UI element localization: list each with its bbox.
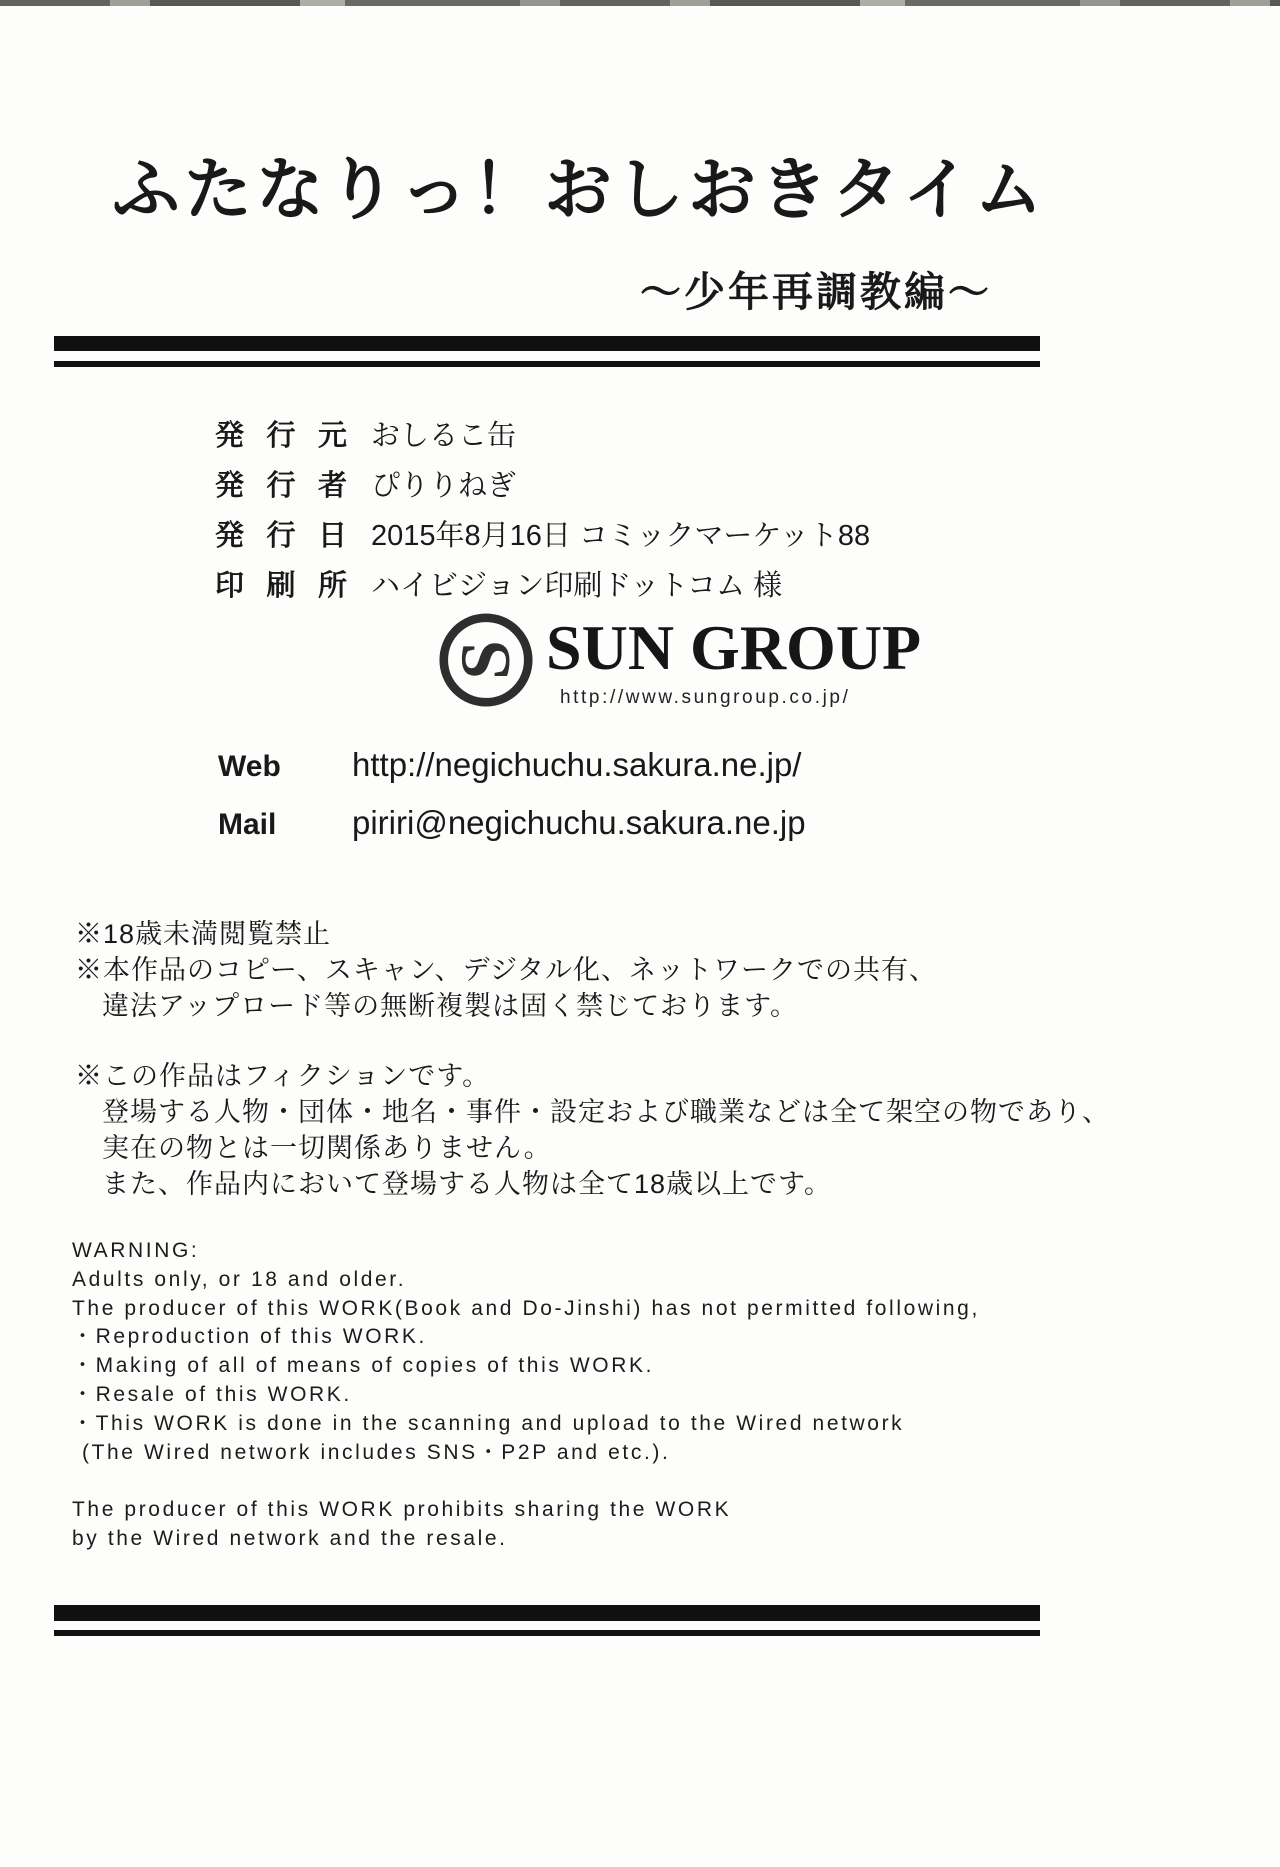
colophon-label: 発行日: [215, 520, 347, 552]
colophon-label: 発行者: [215, 470, 347, 502]
colophon-label: 発行元: [215, 420, 347, 452]
contact-label: Web: [218, 750, 281, 783]
warning-heading: WARNING:: [72, 1239, 200, 1262]
spacer: [72, 1467, 980, 1496]
contact-label: Mail: [218, 808, 277, 841]
web-url: http://negichuchu.sakura.ne.jp/: [352, 746, 802, 783]
colophon-value: ぴりりねぎ: [371, 470, 517, 502]
warning-footer: The producer of this WORK prohibits sharing the WORK: [72, 1498, 732, 1522]
notice-line: 実在の物とは一切関係ありません。: [102, 1133, 552, 1163]
printer-logo-block: [438, 610, 958, 720]
colophon-row-author: [215, 470, 870, 503]
notice-line: ※本作品のコピー、スキャン、デジタル化、ネットワークでの共有、: [75, 955, 938, 985]
colophon-row-date: [215, 520, 870, 553]
sun-group-circle-s-logo-icon: [438, 612, 534, 708]
scan-artifact-strip: [0, 0, 1280, 6]
top-divider-thin: [54, 361, 1040, 367]
book-subtitle: ～少年再調教編～: [640, 269, 992, 315]
printer-logo-url: http://www.sungroup.co.jp/: [560, 687, 851, 708]
notice-line: 違法アップロード等の無断複製は固く禁じております。: [102, 991, 798, 1021]
bottom-divider-thick: [54, 1605, 1040, 1621]
colophon-row-publisher: [215, 420, 870, 453]
contact-table: [218, 746, 806, 862]
notice-line: また、作品内において登場する人物は全て18歳以上です。: [102, 1169, 832, 1199]
notice-line: 登場する人物・団体・地名・事件・設定および職業などは全て架空の物であり、: [102, 1097, 1110, 1127]
colophon-label: 印刷所: [215, 570, 347, 602]
contact-row-web: [218, 746, 806, 784]
warning-line: The producer of this WORK(Book and Do-Jinshi) has not permitted following,: [72, 1296, 980, 1320]
top-divider-thick: [54, 336, 1040, 351]
mail-address: piriri@negichuchu.sakura.ne.jp: [352, 804, 806, 841]
colophon-value: 2015年8月16日 コミックマーケット88: [371, 520, 871, 552]
en-warning-block: [72, 1237, 980, 1554]
printer-logo-text: SUN GROUP: [546, 612, 922, 683]
warning-line: Adults only, or 18 and older.: [72, 1267, 407, 1291]
colophon-row-printer: [215, 570, 870, 603]
notice-line: ※この作品はフィクションです。: [75, 1061, 491, 1091]
contact-row-mail: [218, 804, 806, 842]
colophon-table: [215, 420, 870, 620]
jp-notice-fiction: [75, 1058, 1110, 1202]
bottom-divider-thin: [54, 1630, 1040, 1636]
colophon-value: ハイビジョン印刷ドットコム 様: [371, 570, 783, 602]
warning-item-note: (The Wired network includes SNS・P2P and etc.).: [82, 1440, 671, 1464]
svg-text:S: S: [447, 640, 525, 680]
book-title: ふたなりっ！おしおきタイム: [112, 152, 1047, 228]
warning-footer: by the Wired network and the resale.: [72, 1526, 508, 1550]
jp-notice-copyright: [75, 916, 937, 1024]
warning-item: ・Resale of this WORK.: [72, 1382, 352, 1406]
warning-item: ・This WORK is done in the scanning and upload to the Wired network: [72, 1411, 905, 1435]
notice-line: ※18歳未満閲覧禁止: [75, 919, 332, 949]
warning-item: ・Reproduction of this WORK.: [72, 1325, 427, 1349]
colophon-value: おしるこ缶: [371, 420, 517, 452]
warning-item: ・Making of all of means of copies of this WORK.: [72, 1354, 655, 1378]
